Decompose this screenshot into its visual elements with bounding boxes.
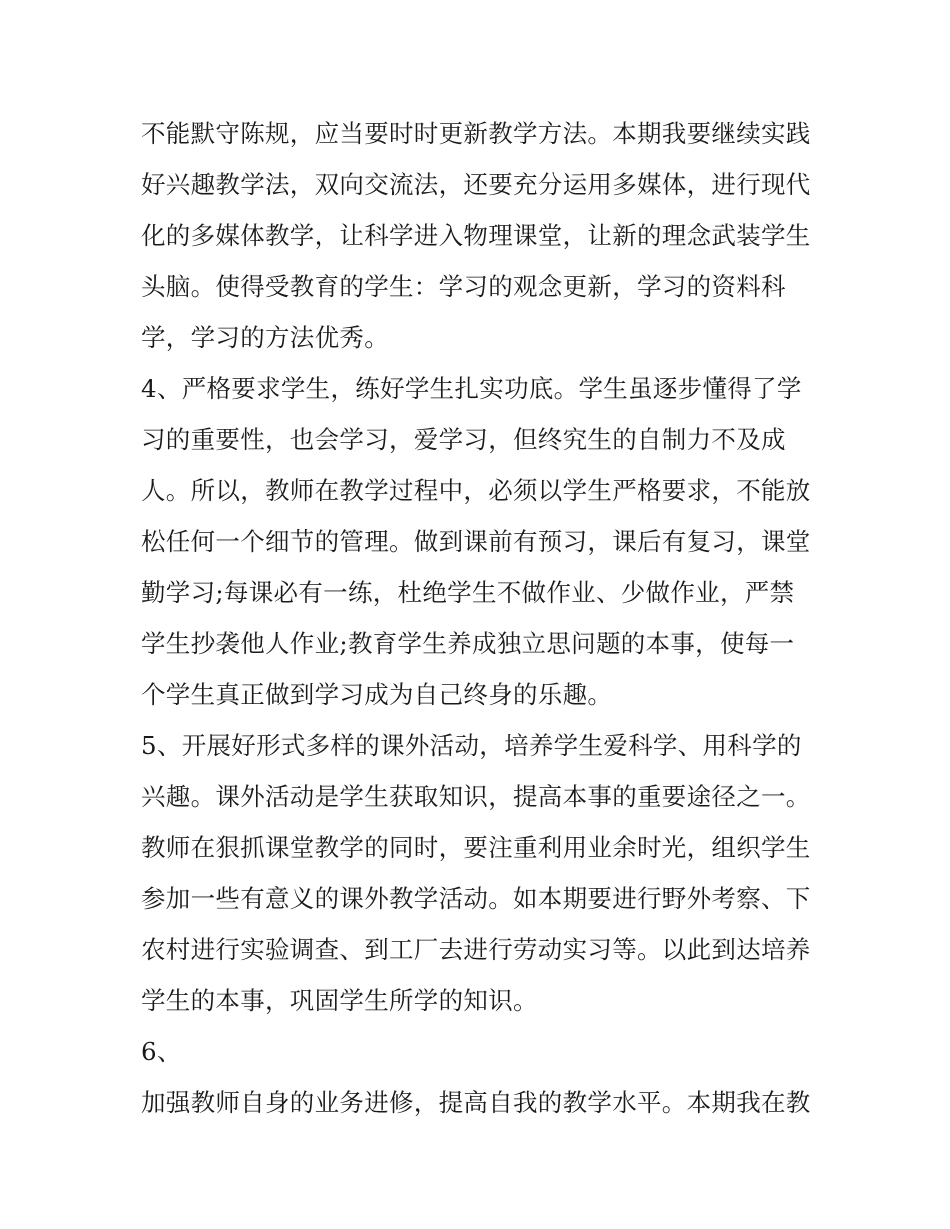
text-line: 学，学习的方法优秀。	[141, 323, 389, 352]
text-line: 不能默守陈规，应当要时时更新教学方法。本期我要继续实践	[141, 119, 811, 148]
text-line: 教师在狠抓课堂教学的同时，要注重利用业余时光，组织学生	[141, 833, 811, 862]
text-line: 参加一些有意义的课外教学活动。如本期要进行野外考察、下	[141, 884, 811, 913]
text-line: 松任何一个细节的管理。做到课前有预习，课后有复习，课堂	[141, 527, 811, 556]
text-line: 兴趣。课外活动是学生获取知识，提高本事的重要途径之一。	[141, 782, 811, 811]
text-line: 习的重要性，也会学习，爱学习，但终究生的自制力不及成	[141, 425, 786, 454]
text-line: 人。所以，教师在教学过程中，必须以学生严格要求，不能放	[141, 476, 811, 505]
text-line: 好兴趣教学法，双向交流法，还要充分运用多媒体，进行现代	[141, 170, 811, 199]
text-line: 学生的本事，巩固学生所学的知识。	[141, 986, 538, 1015]
text-line: 5、开展好形式多样的课外活动，培养学生爱科学、用科学的	[141, 731, 802, 760]
text-line: 头脑。使得受教育的学生：学习的观念更新，学习的资料科	[141, 272, 786, 301]
text-line: 农村进行实验调查、到工厂去进行劳动实习等。以此到达培养	[141, 935, 811, 964]
document-body	[141, 108, 821, 1128]
text-line: 化的多媒体教学，让科学进入物理课堂，让新的理念武装学生	[141, 221, 811, 250]
text-line: 4、严格要求学生，练好学生扎实功底。学生虽逐步懂得了学	[141, 374, 802, 403]
text-line: 个学生真正做到学习成为自己终身的乐趣。	[141, 680, 613, 709]
text-line: 勤学习;每课必有一练，杜绝学生不做作业、少做作业，严禁	[141, 578, 795, 607]
text-line: 6、	[141, 1037, 182, 1066]
text-line: 加强教师自身的业务进修，提高自我的教学水平。本期我在教	[141, 1088, 811, 1117]
text-line: 学生抄袭他人作业;教育学生养成独立思问题的本事，使每一	[141, 629, 795, 658]
